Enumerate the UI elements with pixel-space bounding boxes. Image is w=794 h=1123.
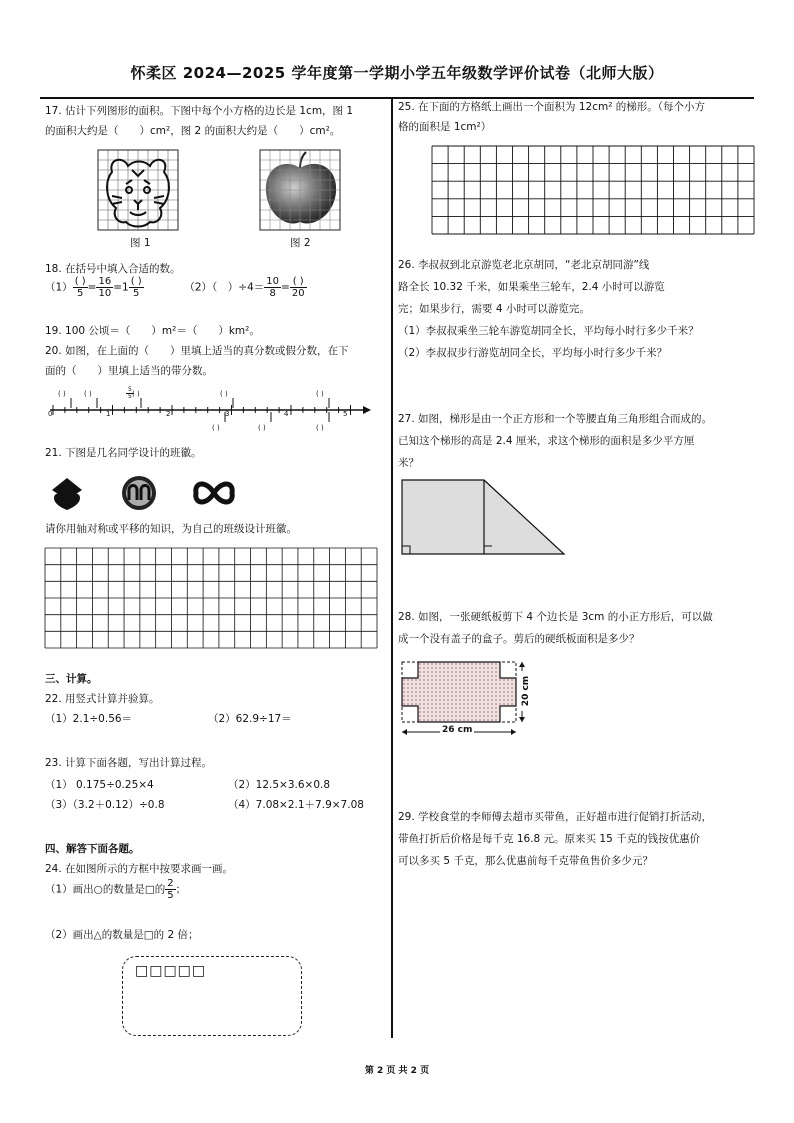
- paren-up-2: ( ): [84, 390, 92, 398]
- q23-c: （3）（3.2＋0.12）÷0.8: [45, 799, 165, 811]
- q24-a: （1）画出○的数量是□的 $\frac{2}{5}$ ；: [45, 878, 187, 901]
- q25-line1: 25. 在下面的方格纸上画出一个面积为 12cm² 的梯形。（每个小方: [398, 101, 706, 113]
- q22-b: （2）62.9÷17＝: [208, 713, 292, 725]
- q27-trapezoid-figure: [400, 478, 568, 556]
- q26-a: （1）李叔叔乘坐三轮车游览胡同全长，平均每小时行多少千米？: [398, 325, 699, 337]
- header-rule: [40, 97, 754, 99]
- q22-a: （1）2.1÷0.56＝: [45, 713, 133, 725]
- q18-p2: （2）（ ）÷4＝: [184, 281, 265, 294]
- apple-grid-figure: [260, 150, 340, 230]
- q18-frac1: $\frac{( )}{5}$: [74, 276, 86, 299]
- paren-up-3: ( ): [132, 390, 140, 398]
- tick-2: 2: [166, 410, 171, 418]
- q21-design-grid: [45, 548, 377, 648]
- q27-line1: 27. 如图，梯形是由一个正方形和一个等腰直角三角形组合而成的。: [398, 413, 713, 425]
- q23-b: （2）12.5×3.6×0.8: [228, 779, 331, 791]
- q23-d: （4）7.08×2.1＋7.9×7.08: [228, 799, 364, 811]
- q18-p1: （1）: [45, 281, 73, 294]
- fig1-caption: 图 1: [130, 237, 151, 249]
- fig2-caption: 图 2: [290, 237, 311, 249]
- page-footer: 第 2 页 共 2 页: [364, 1066, 430, 1076]
- tick-4: 4: [284, 410, 289, 418]
- paren-up-5: ( ): [316, 390, 324, 398]
- q18-equations: （1） $\frac{( )}{5}$ = $\frac{16}{10}$ =1 $\frac{( )}{5}$ （2）（ ）÷4＝ $\frac{10}{8}$ = $\frac{( )}{20}$: [45, 276, 305, 299]
- frac-up-5-5: $\frac{5}{5}$: [128, 386, 132, 400]
- q18-frac4: $\frac{10}{8}$: [266, 276, 280, 299]
- q26-line2: 路全长 10.32 千米，如果乘坐三轮车，2.4 小时可以游览: [398, 281, 665, 293]
- q27-line3: 米？: [398, 457, 419, 469]
- q21-instruction: 请你用轴对称或平移的知识，为自己的班级设计班徽。: [45, 523, 297, 535]
- q26-b: （2）李叔叔步行游览胡同全长，平均每小时行多少千米？: [398, 347, 668, 359]
- q18-frac5: $\frac{( )}{20}$: [291, 276, 305, 299]
- q24-b: （2）画出△的数量是□的 2 倍；: [45, 929, 199, 941]
- q18-frac3: $\frac{( )}{5}$: [130, 276, 142, 299]
- q26-line3: 完；如果步行，需要 4 小时可以游览完。: [398, 303, 590, 315]
- q20-line2: 面的（ ）里填上适当的带分数。: [45, 365, 213, 377]
- q17-line1: 17. 估计下列图形的面积。下图中每个小方格的边长是 1cm，图 1: [45, 105, 354, 117]
- q29-line3: 可以多买 5 千克，那么优惠前每千克带鱼售价多少元？: [398, 855, 653, 867]
- q25-line2: 格的面积是 1cm²）: [398, 121, 492, 133]
- badge-infinity-icon: [192, 478, 236, 508]
- q28-line1: 28. 如图，一张硬纸板剪下 4 个边长是 3cm 的小正方形后，可以做: [398, 611, 713, 623]
- badge-heart-icon: [50, 476, 84, 510]
- q28-height-label: 20 cm: [521, 671, 531, 711]
- q29-line2: 带鱼打折后价格是每千克 16.8 元。原来买 15 千克的钱按优惠价: [398, 833, 701, 845]
- tick-3: 3: [225, 410, 230, 418]
- tick-0: 0: [48, 410, 53, 418]
- q28-width-label: 26 cm: [442, 725, 473, 735]
- page-title: 怀柔区 2024—2025 学年度第一学期小学五年级数学评价试卷（北师大版）: [130, 64, 664, 82]
- q24-drawing-box[interactable]: [122, 956, 302, 1036]
- number-line-parens-up: [44, 386, 374, 402]
- q22-stem: 22. 用竖式计算并验算。: [45, 693, 160, 705]
- section-3-title: 三、计算。: [45, 673, 98, 685]
- q24-stem: 24. 在如图所示的方框中按要求画一画。: [45, 863, 234, 875]
- number-line-parens-down: [44, 424, 374, 436]
- q23-stem: 23. 计算下面各题，写出计算过程。: [45, 757, 213, 769]
- q26-line1: 26. 李叔叔到北京游览老北京胡同，“老北京胡同游”线: [398, 259, 650, 271]
- q28-line2: 成一个没有盖子的盒子。剪后的硬纸板面积是多少？: [398, 633, 640, 645]
- q19-text: 19. 100 公顷＝（ ）m²＝（ ）km²。: [45, 325, 260, 337]
- q18-stem: 18. 在括号中填入合适的数。: [45, 263, 181, 275]
- column-divider: [391, 98, 393, 1038]
- paren-down-3: ( ): [316, 424, 324, 432]
- q17-line2: 的面积大约是（ ）cm²，图 2 的面积大约是（ ）cm²。: [45, 125, 341, 137]
- badge-circle-icon: [120, 474, 158, 512]
- q23-a: （1） 0.175÷0.25×4: [45, 779, 154, 791]
- q21-stem: 21. 下图是几名同学设计的班徽。: [45, 447, 202, 459]
- paren-up-4: ( ): [220, 390, 228, 398]
- q24-squares: □□□□□: [135, 963, 207, 979]
- q27-line2: 已知这个梯形的高是 2.4 厘米，求这个梯形的面积是多少平方厘: [398, 435, 695, 447]
- q29-line1: 29. 学校食堂的李师傅去超市买带鱼，正好超市进行促销打折活动，: [398, 811, 713, 823]
- paren-down-2: ( ): [258, 424, 266, 432]
- tick-1: 1: [106, 410, 111, 418]
- paren-down-1: ( ): [212, 424, 220, 432]
- q25-grid-paper: [432, 146, 754, 234]
- tick-5: 5: [343, 410, 348, 418]
- paren-up-1: ( ): [58, 390, 66, 398]
- q18-frac2: $\frac{16}{10}$: [98, 276, 112, 299]
- number-line-labels: [44, 410, 374, 422]
- section-4-title: 四、解答下面各题。: [45, 843, 140, 855]
- tiger-grid-figure: [98, 150, 178, 230]
- q20-line1: 20. 如图，在上面的（ ）里填上适当的真分数或假分数，在下: [45, 345, 349, 357]
